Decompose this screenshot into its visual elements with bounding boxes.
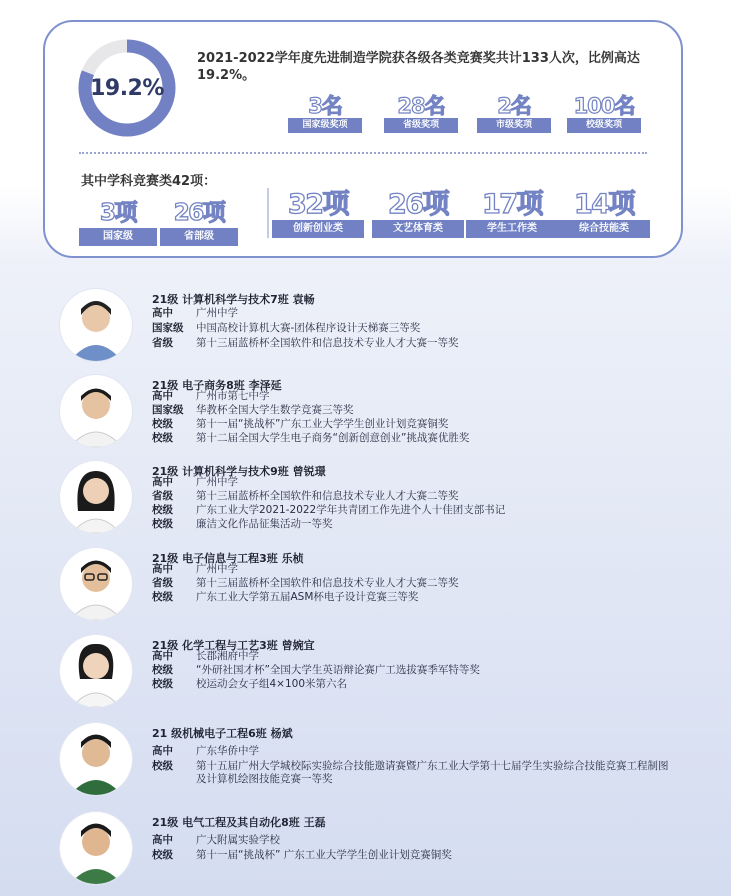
award-stat-national xyxy=(288,94,362,133)
award-row xyxy=(152,418,676,431)
student-name: 21级 电子信息与工程3班 乐桢 xyxy=(152,552,304,565)
summary-card xyxy=(43,20,683,258)
student-name: 21级 电气工程及其自动化8班 王磊 xyxy=(152,816,326,829)
award-row xyxy=(152,678,676,691)
award-level: 国家级 xyxy=(152,404,184,416)
award-level: 校级 xyxy=(152,504,173,516)
discipline-subtitle: 其中学科竞赛类42项： xyxy=(81,174,217,189)
discipline-stat-label: 省部级 xyxy=(160,228,238,246)
student-avatar xyxy=(60,723,132,795)
category-stat-value: 17项 xyxy=(481,189,543,220)
student-name: 21级 计算机科学与技术9班 曾锐璟 xyxy=(152,465,326,478)
student-entry xyxy=(0,546,731,632)
category-stat-label: 创新创业类 xyxy=(272,220,364,238)
category-stat-value: 26项 xyxy=(387,189,449,220)
award-text: 长郡湘府中学 xyxy=(196,650,259,662)
award-stat-label: 校级奖项 xyxy=(567,118,641,133)
student-entry xyxy=(0,810,731,896)
award-text: 广东华侨中学 xyxy=(196,745,259,757)
award-row xyxy=(152,591,676,604)
discipline-stat-national xyxy=(79,198,157,246)
award-stat-value: 3名 xyxy=(308,94,342,118)
award-row xyxy=(152,404,676,417)
student-avatar xyxy=(60,461,132,533)
award-row xyxy=(152,650,676,663)
award-row xyxy=(152,760,676,786)
award-row xyxy=(152,563,676,576)
award-row xyxy=(152,432,676,445)
award-text: 广大附属实验学校 xyxy=(196,834,280,846)
award-level: 省级 xyxy=(152,490,173,502)
student-name: 21 级机械电子工程6班 杨斌 xyxy=(152,727,293,740)
award-stat-school xyxy=(567,94,641,133)
award-level: 高中 xyxy=(152,834,173,846)
category-stat-label: 学生工作类 xyxy=(466,220,558,238)
ratio-value: 19.2% xyxy=(90,75,164,101)
award-level: 国家级 xyxy=(152,322,184,334)
award-row xyxy=(152,322,676,335)
category-stat-arts-sports xyxy=(372,190,464,238)
award-text: 校运动会女子组4×100米第六名 xyxy=(196,678,348,690)
award-text: 第十三届蓝桥杯全国软件和信息技术专业人才大赛一等奖 xyxy=(196,337,459,349)
category-stat-innovation xyxy=(272,190,364,238)
award-row xyxy=(152,476,676,489)
award-level: 高中 xyxy=(152,476,173,488)
category-stat-value: 32项 xyxy=(287,189,349,220)
discipline-stat-value: 26项 xyxy=(173,200,225,226)
award-level: 校级 xyxy=(152,664,173,676)
summary-intro: 2021-2022学年度先进制造学院获各级各类竞赛奖共计133人次，比例高达19.2%。 xyxy=(197,51,640,83)
award-stat-value: 100名 xyxy=(573,94,635,118)
student-entry xyxy=(0,721,731,807)
award-text: 第十一届“挑战杯” 广东工业大学学生创业计划竞赛铜奖 xyxy=(196,849,452,861)
award-row xyxy=(152,745,676,758)
award-stat-provincial xyxy=(384,94,458,133)
student-avatar xyxy=(60,635,132,707)
category-stat-skills xyxy=(558,190,650,238)
award-level: 校级 xyxy=(152,418,173,430)
award-level: 校级 xyxy=(152,432,173,444)
award-row xyxy=(152,664,676,677)
student-name: 21级 电子商务8班 李泽延 xyxy=(152,379,282,392)
award-text: 华教杯全国大学生数学竞赛三等奖 xyxy=(196,404,354,416)
award-row xyxy=(152,577,676,590)
student-avatar xyxy=(60,289,132,361)
award-text: 廉洁文化作品征集活动一等奖 xyxy=(196,518,333,530)
award-text: 广东工业大学第五届ASM杯电子设计竞赛三等奖 xyxy=(196,591,419,603)
award-row xyxy=(152,518,676,531)
category-stat-student-work xyxy=(466,190,558,238)
award-level: 高中 xyxy=(152,650,173,662)
student-avatar xyxy=(60,375,132,447)
award-text: 广州中学 xyxy=(196,563,238,575)
award-level: 高中 xyxy=(152,390,173,402)
award-level: 高中 xyxy=(152,307,173,319)
award-text: 第十三届蓝桥杯全国软件和信息技术专业人才大赛二等奖 xyxy=(196,577,459,589)
award-text: 第十二届全国大学生电子商务“创新创意创业”挑战赛优胜奖 xyxy=(196,432,470,444)
summary-divider xyxy=(79,152,647,154)
award-text: 中国高校计算机大赛-团体程序设计天梯赛三等奖 xyxy=(196,322,421,334)
discipline-stat-label: 国家级 xyxy=(79,228,157,246)
award-text: 广州中学 xyxy=(196,476,238,488)
award-stat-label: 市级奖项 xyxy=(477,118,551,133)
award-text: 广州中学 xyxy=(196,307,238,319)
student-entry xyxy=(0,373,731,459)
award-text: 第十一届“挑战杯”广东工业大学学生创业计划竞赛铜奖 xyxy=(196,418,449,430)
category-stat-label: 综合技能类 xyxy=(558,220,650,238)
award-level: 校级 xyxy=(152,849,173,861)
award-level: 省级 xyxy=(152,577,173,589)
award-row xyxy=(152,307,676,320)
award-level: 校级 xyxy=(152,591,173,603)
award-text: 第十三届蓝桥杯全国软件和信息技术专业人才大赛二等奖 xyxy=(196,490,459,502)
student-entry xyxy=(0,459,731,545)
category-stat-value: 14项 xyxy=(573,189,635,220)
award-row xyxy=(152,834,676,847)
student-avatar xyxy=(60,548,132,620)
award-level: 校级 xyxy=(152,678,173,690)
award-level: 高中 xyxy=(152,563,173,575)
award-row xyxy=(152,504,676,517)
student-name: 21级 计算机科学与技术7班 袁畅 xyxy=(152,293,315,306)
award-text: “外研社国才杯”全国大学生英语辩论赛广工选拔赛季军特等奖 xyxy=(196,664,480,676)
award-stat-city xyxy=(477,94,551,133)
award-row xyxy=(152,390,676,403)
award-text: 广州市第七中学 xyxy=(196,390,270,402)
discipline-stat-value: 3项 xyxy=(99,200,136,226)
award-level: 校级 xyxy=(152,518,173,530)
student-avatar xyxy=(60,812,132,884)
award-level: 高中 xyxy=(152,745,173,757)
award-row xyxy=(152,337,676,350)
award-stat-value: 28名 xyxy=(397,94,445,118)
award-level: 校级 xyxy=(152,760,173,772)
student-name: 21级 化学工程与工艺3班 曾婉宜 xyxy=(152,639,315,652)
award-text: 第十五届广州大学城校际实验综合技能邀请赛暨广东工业大学第十七届学生实验综合技能竞赛工程制图及计算机绘图技能竞赛一等奖 xyxy=(196,760,669,785)
award-text: 广东工业大学2021-2022学年共青团工作先进个人十佳团支部书记 xyxy=(196,504,506,516)
award-stat-label: 国家级奖项 xyxy=(288,118,362,133)
award-stat-value: 2名 xyxy=(497,94,531,118)
category-stat-label: 文艺体育类 xyxy=(372,220,464,238)
student-entry xyxy=(0,633,731,719)
award-row xyxy=(152,849,676,862)
award-stat-label: 省级奖项 xyxy=(384,118,458,133)
stats-separator xyxy=(267,188,269,238)
award-level: 省级 xyxy=(152,337,173,349)
discipline-stat-provincial xyxy=(160,198,238,246)
award-row xyxy=(152,490,676,503)
student-entry xyxy=(0,287,731,373)
